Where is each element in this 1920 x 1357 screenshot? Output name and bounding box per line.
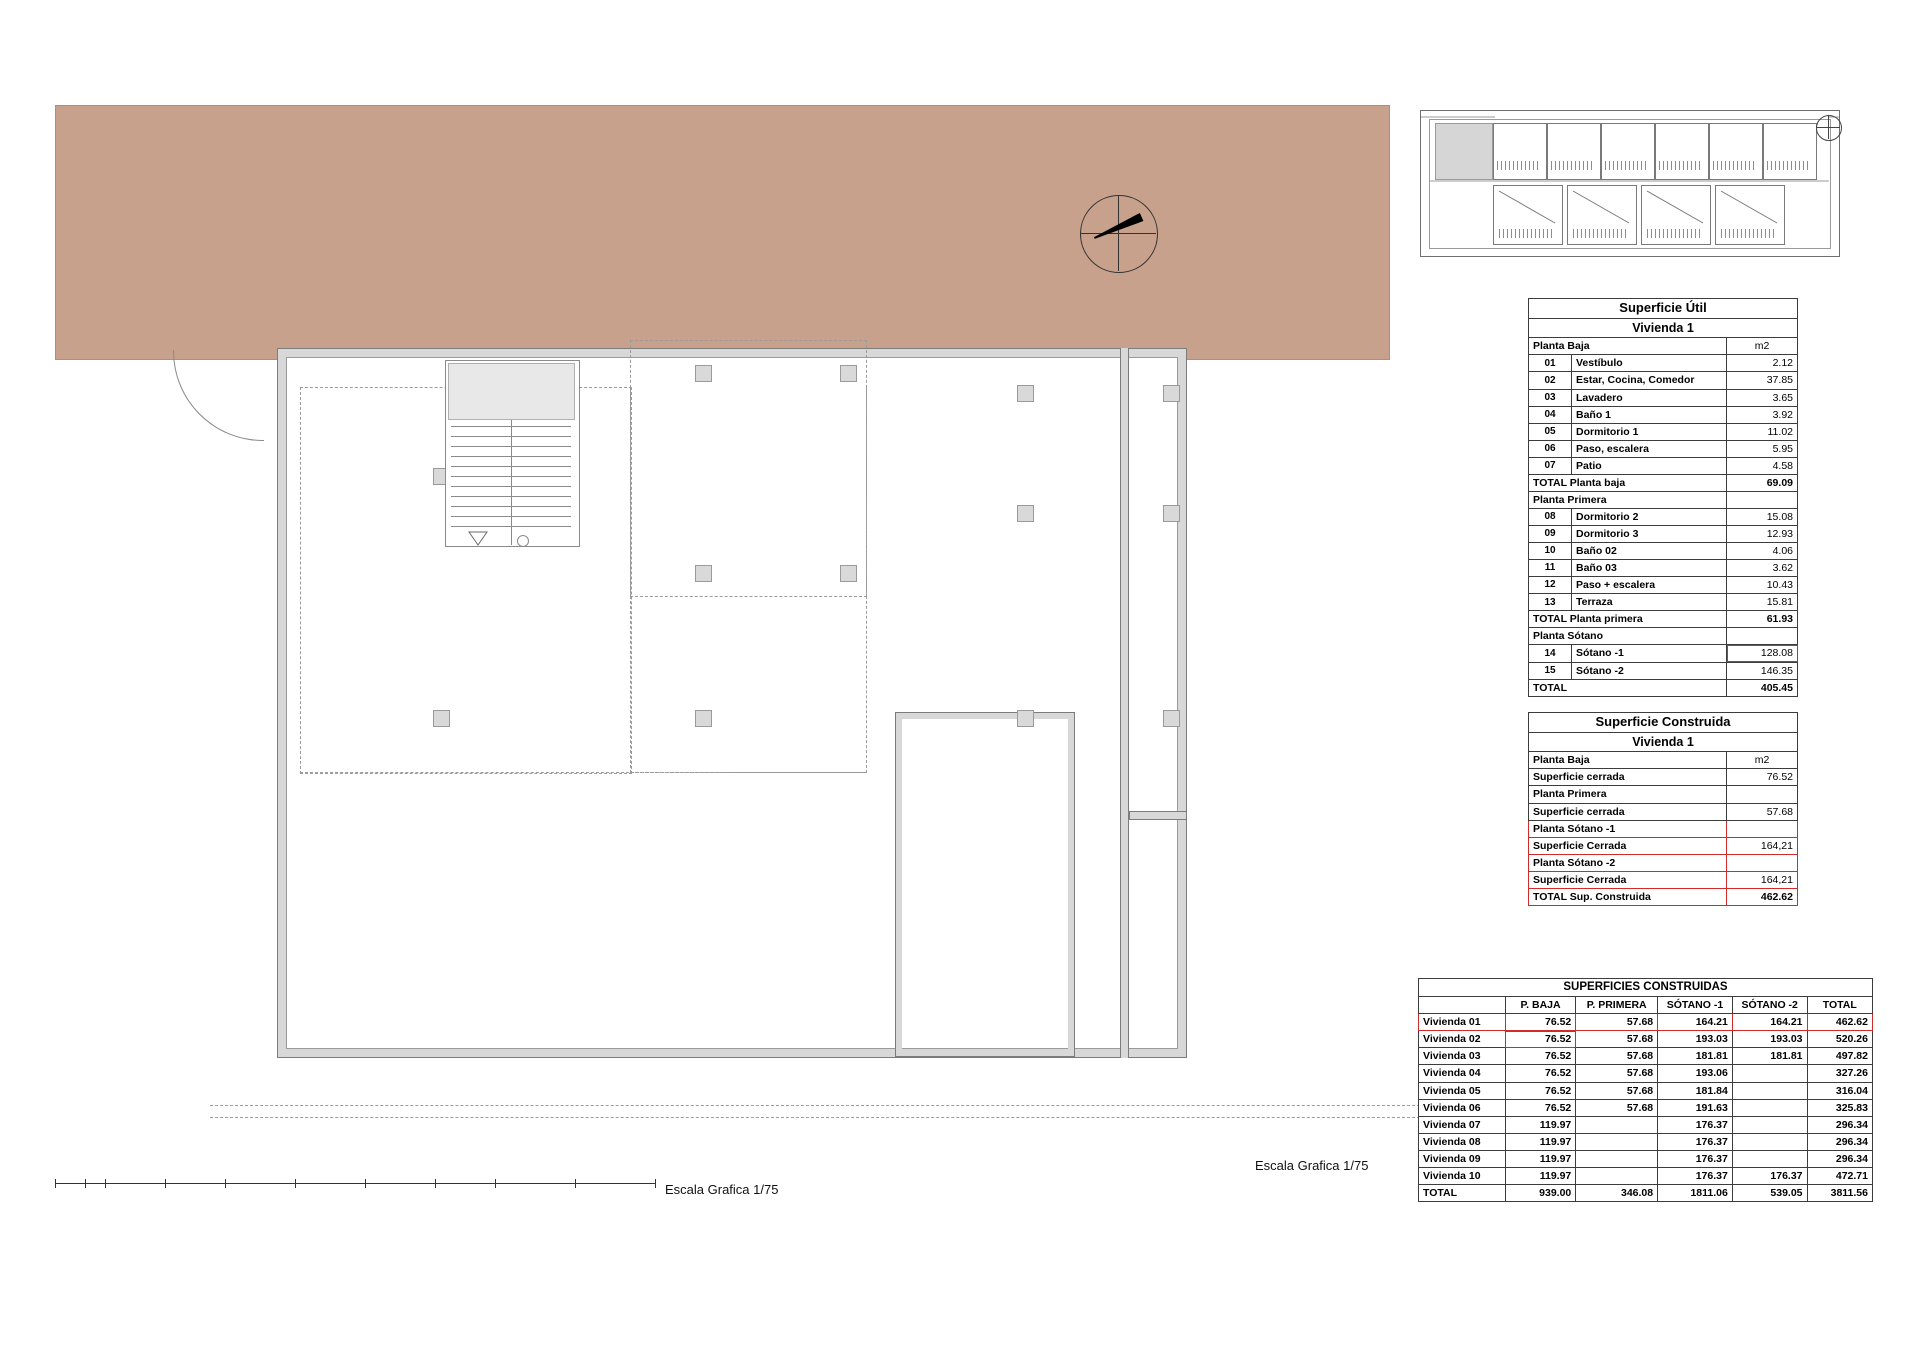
table-total-row: TOTAL 405.45 [1529,679,1798,696]
table-row: 01 Vestíbulo 2.12 [1529,355,1798,372]
stair-centerline [511,420,512,545]
guideline [210,1105,1425,1106]
table-title: Superficie Construida [1529,713,1798,733]
table-row: 04 Baño 1 3.92 [1529,406,1798,423]
table-row: Planta Baja m2 [1529,752,1798,769]
table-header-row: P. BAJA P. PRIMERA SÓTANO -1 SÓTANO -2 TOTAL [1419,997,1873,1014]
table-row: 07 Patio 4.58 [1529,457,1798,474]
table-row-highlighted: Vivienda 01 76.52 57.68 164.21 164.21 462.62 [1419,1014,1873,1031]
right-info-column [1418,0,1878,1357]
floor-plan-drawing [55,95,1395,1195]
table-row-highlighted: Superficie Cerrada 164,21 [1529,871,1798,888]
column [1163,505,1180,522]
table-total-row: TOTAL Planta baja 69.09 [1529,474,1798,491]
staircase [445,360,578,545]
right-divider-wall [1120,348,1129,1058]
table-row: Vivienda 05 76.52 57.68 181.84 316.04 [1419,1082,1873,1099]
table-row: Vivienda 09 119.97 176.37 296.34 [1419,1150,1873,1167]
table-row: 12 Paso + escalera 10.43 [1529,577,1798,594]
door-swing-arc [173,350,264,441]
key-plan-thumbnail [1420,110,1840,257]
column [433,710,450,727]
table-row: Vivienda 04 76.52 57.68 193.06 327.26 [1419,1065,1873,1082]
table-title: Superficie Útil [1529,299,1798,319]
column [1017,710,1034,727]
superficies-construidas-matrix [1418,978,1873,1202]
table-row: 11 Baño 03 3.62 [1529,560,1798,577]
table-row: 13 Terraza 15.81 [1529,594,1798,611]
table-row: 15 Sótano -2 146.35 [1529,662,1798,679]
guideline [210,1117,1425,1118]
column [695,565,712,582]
stair-node [517,535,529,547]
column [1017,505,1034,522]
table-row: Superficie cerrada 57.68 [1529,803,1798,820]
column [840,565,857,582]
table-row: Vivienda 03 76.52 57.68 181.81 181.81 497.82 [1419,1048,1873,1065]
table-row: Vivienda 02 76.52 57.68 193.03 193.03 520.26 [1419,1031,1873,1048]
table-row: 06 Paso, escalera 5.95 [1529,440,1798,457]
dashed-line-bottom [300,772,865,773]
table-total-row: TOTAL Planta primera 61.93 [1529,611,1798,628]
scale-label-right: Escala Grafica 1/75 [1255,1158,1369,1173]
north-compass-icon [1080,195,1158,273]
graphic-scale-bar [55,1183,655,1199]
scale-label-center: Escala Grafica 1/75 [665,1182,779,1197]
column [695,365,712,382]
table-subtitle: Vivienda 1 [1529,318,1798,337]
column [840,365,857,382]
key-plan-compass-icon [1816,115,1842,141]
superficie-util-table [1528,298,1798,697]
column [1017,385,1034,402]
table-row: 05 Dormitorio 1 11.02 [1529,423,1798,440]
table-row: 08 Dormitorio 2 15.08 [1529,508,1798,525]
table-row-highlighted: Planta Sótano -1 [1529,820,1798,837]
table-row: Superficie cerrada 76.52 [1529,769,1798,786]
table-section-header: Planta Sótano [1529,628,1798,645]
table-total-row: TOTAL 939.00 346.08 1811.06 539.05 3811.56 [1419,1184,1873,1201]
column [695,710,712,727]
table-total-row: TOTAL Sup. Construida 462.62 [1529,888,1798,905]
table-section-header: Planta Baja m2 [1529,338,1798,355]
table-title: SUPERFICIES CONSTRUIDAS [1419,979,1873,997]
stair-landing [448,363,575,420]
column [1163,385,1180,402]
table-row: Vivienda 10 119.97 176.37 176.37 472.71 [1419,1167,1873,1184]
table-row-highlighted: Planta Sótano -2 [1529,854,1798,871]
wall-segment [1129,811,1187,820]
table-row: 03 Lavadero 3.65 [1529,389,1798,406]
table-row: Vivienda 07 119.97 176.37 296.34 [1419,1116,1873,1133]
table-row: 09 Dormitorio 3 12.93 [1529,526,1798,543]
column [1163,710,1180,727]
superficie-construida-table [1528,712,1798,906]
table-subtitle: Vivienda 1 [1529,732,1798,751]
table-row: Planta Primera [1529,786,1798,803]
table-row: 02 Estar, Cocina, Comedor 37.85 [1529,372,1798,389]
interior-room [895,712,1075,1057]
terrain-fill [55,105,1390,360]
key-plan-linework [1421,111,1839,256]
table-row-highlighted: Superficie Cerrada 164,21 [1529,837,1798,854]
table-row-highlighted: 14 Sótano -1 128.08 [1529,645,1798,662]
table-section-header: Planta Primera [1529,491,1798,508]
table-row: Vivienda 08 119.97 176.37 296.34 [1419,1133,1873,1150]
stair-direction-arrow [465,528,491,546]
dashed-outline-right [630,387,867,773]
table-row: 10 Baño 02 4.06 [1529,543,1798,560]
table-row: Vivienda 06 76.52 57.68 191.63 325.83 [1419,1099,1873,1116]
